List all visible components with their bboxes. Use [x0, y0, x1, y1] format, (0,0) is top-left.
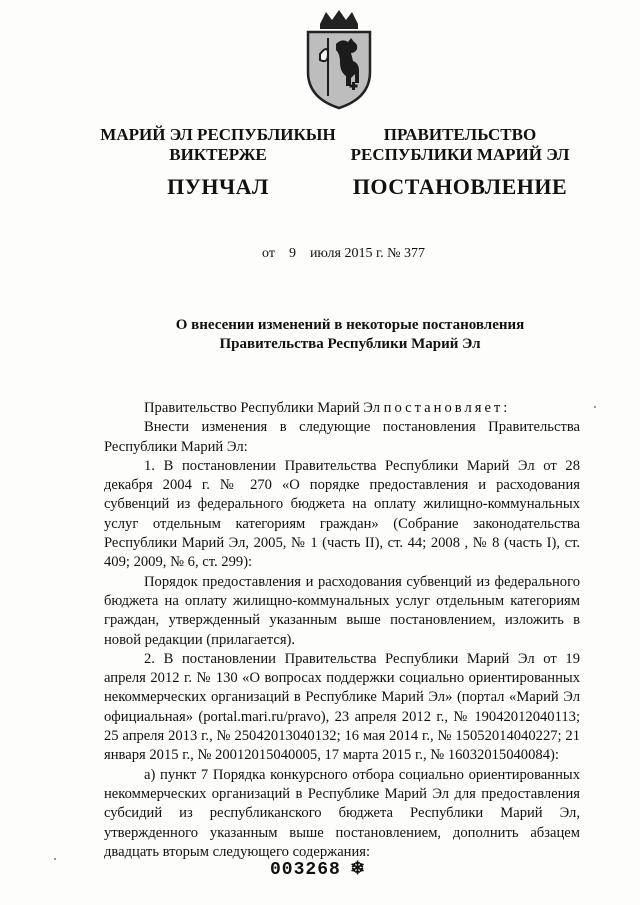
title-line2: Правительства Республики Марий Эл — [219, 336, 481, 352]
header-right-line2: РЕСПУБЛИКИ МАРИЙ ЭЛ — [350, 145, 570, 164]
coat-of-arms-emblem — [298, 10, 380, 110]
title-line1: О внесении изменений в некоторые постановления — [175, 317, 525, 333]
intro-paragraph — [104, 399, 580, 418]
scan-speck — [594, 406, 596, 408]
date-prefix: от — [262, 246, 275, 261]
header-right-line1: ПРАВИТЕЛЬСТВО — [383, 125, 537, 144]
header-right-doc-type: ПОСТАНОВЛЕНИЕ — [352, 174, 568, 199]
serial-number: 003268 — [270, 860, 341, 880]
header-left-line2: ВИКТЕРЖЕ — [169, 145, 267, 164]
paragraph-2: 1. В постановлении Правительства Республики Марий Эл от 28 декабря 2004 г. № 270 «О порядке предоставления и расходования субвенций из федерального бюджета на оплату жилищно-коммунальных услуг отдельным категориям граждан» (Собрание законодательства Республики Марий Эл, 2005, № 1 (часть II), ст. 44; 2008 , № 8 (часть I), ст. 409; 2009, № 6, ст. 299): — [104, 457, 580, 571]
paragraph-3: Порядок предоставления и расходования субвенций из федерального бюджета на оплату жилищно-коммунальных услуг отдельным категориям граждан, утвержденный указанным выше постановлением, изложить в новой редакции (прилагается). — [104, 573, 580, 648]
scan-speck — [54, 858, 56, 860]
paragraph-4: 2. В постановлении Правительства Республики Марий Эл от 19 апреля 2012 г. № 130 «О вопросах поддержки социально ориентированных некоммерческих организаций в Республике Марий Эл» (портал «Марий Эл официальная» (portal.mari.ru/pravo), 23 апреля 2012 г., № 19042012040113; 25 апреля 2013 г., № 25042013040132; 16 мая 2014 г., № 15052014040227; 21 января 2015 г., № 20012015040005, 17 марта 2015 г., № 16032015040084): — [104, 650, 580, 764]
crown-icon — [320, 10, 358, 29]
date-day: 9 — [288, 246, 296, 261]
snowflake-mark-icon: ❄ — [350, 858, 366, 878]
header-left-line1: МАРИЙ ЭЛ РЕСПУБЛИКЫН — [100, 125, 336, 144]
intro-verb: постановляет: — [383, 400, 511, 416]
header-left-doc-type: ПУНЧАЛ — [167, 174, 269, 199]
date-month-year: июля 2015 г. — [309, 246, 384, 261]
document-date-line — [262, 246, 482, 262]
document-body — [104, 399, 580, 862]
header-left-mari — [98, 125, 338, 197]
paragraph-1: Внести изменения в следующие постановления Правительства Республики Марий Эл: — [104, 419, 580, 455]
header-right-russian — [340, 125, 580, 197]
document-title — [100, 316, 600, 354]
document-number: № 377 — [387, 246, 425, 261]
paragraph-5: а) пункт 7 Порядка конкурсного отбора социально ориентированных некоммерческих организаций в Республике Марий Эл для предоставления субсидий из республиканского бюджета Республики Марий Эл, утвержденного указанным выше постановлением, дополнить абзацем двадцать вторым следующего содержания: — [104, 766, 580, 860]
intro-subject: Правительство Республики Марий Эл — [144, 400, 381, 416]
